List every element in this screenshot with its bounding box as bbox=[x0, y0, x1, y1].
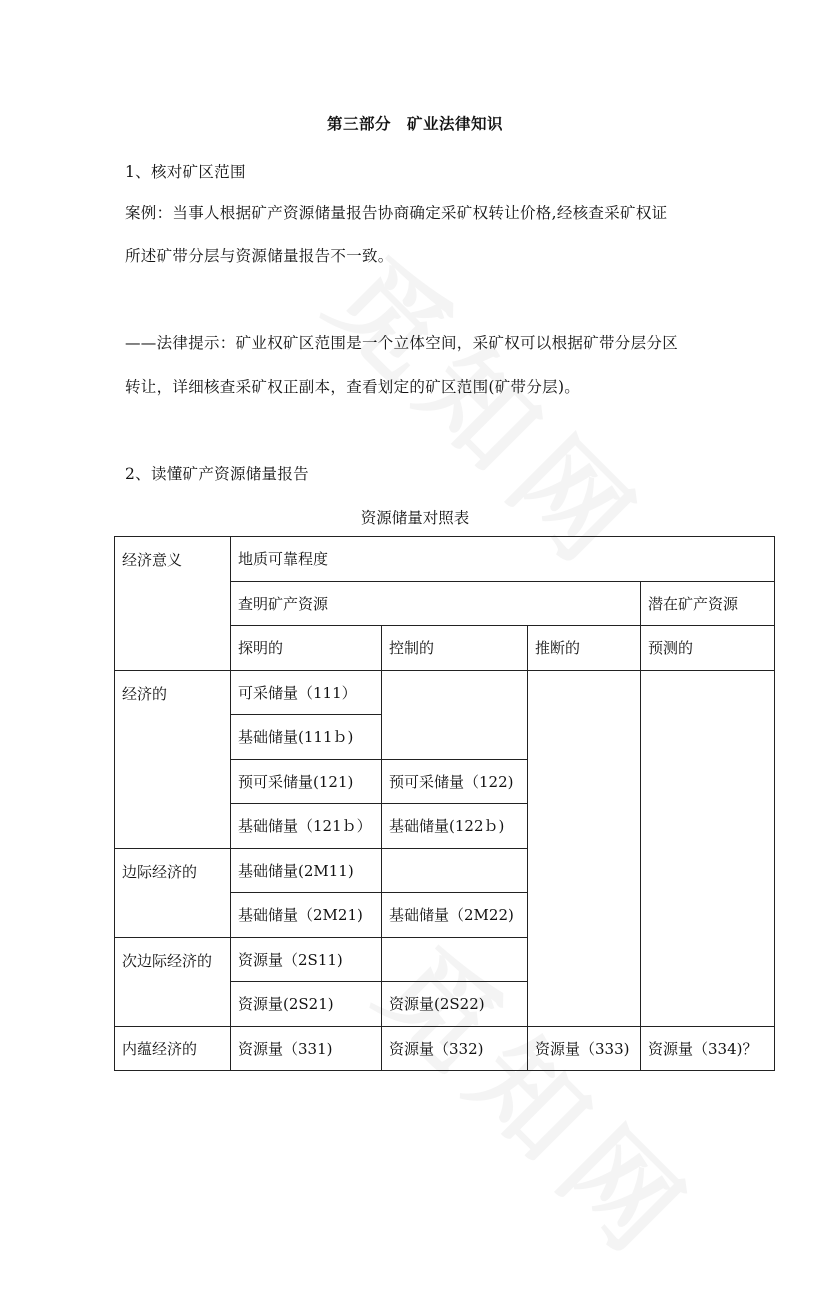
paragraph-line: 转让，详细核查采矿权正副本，查看划定的矿区范围(矿带分层)。 bbox=[125, 378, 581, 396]
table-cell: 资源量（334)？ bbox=[641, 1026, 775, 1071]
table-cell bbox=[382, 937, 528, 982]
table-cell: 资源量（332) bbox=[382, 1026, 528, 1071]
table-row bbox=[115, 537, 775, 582]
table-row bbox=[115, 670, 775, 715]
table-cell bbox=[641, 670, 775, 1026]
section-heading: 1、核对矿区范围 bbox=[125, 163, 246, 181]
page-title: 第三部分 矿业法律知识 bbox=[326, 114, 503, 133]
table-cell: 基础储量(122ｂ) bbox=[382, 804, 528, 849]
paragraph-line: 案例：当事人根据矿产资源储量报告协商确定采矿权转让价格,经核查采矿权证 bbox=[125, 204, 668, 222]
table-cell: 资源量(2S22) bbox=[382, 982, 528, 1027]
table-cell: 基础储量（2M21) bbox=[231, 893, 382, 938]
table-cell: 资源量（333) bbox=[528, 1026, 641, 1071]
table-cell bbox=[528, 670, 641, 1026]
table-cell: 边际经济的 bbox=[115, 848, 231, 937]
table-cell: 基础储量（121ｂ） bbox=[231, 804, 382, 849]
table-cell: 资源量（331) bbox=[231, 1026, 382, 1071]
table-cell bbox=[382, 848, 528, 893]
table-cell bbox=[382, 670, 528, 759]
reserves-table bbox=[114, 536, 775, 1071]
table-cell: 查明矿产资源 bbox=[231, 581, 641, 626]
paragraph-line: ——法律提示：矿业权矿区范围是一个立体空间，采矿权可以根据矿带分层分区 bbox=[125, 334, 679, 352]
table-cell: 经济意义 bbox=[115, 537, 231, 671]
table-cell: 地质可靠程度 bbox=[231, 537, 775, 582]
paragraph-line: 所述矿带分层与资源储量报告不一致。 bbox=[125, 247, 394, 265]
section-heading: 2、读懂矿产资源储量报告 bbox=[125, 465, 309, 483]
table-cell: 资源量(2S21) bbox=[231, 982, 382, 1027]
table-cell: 潜在矿产资源 bbox=[641, 581, 775, 626]
table-row bbox=[115, 1026, 775, 1071]
table-cell: 推断的 bbox=[528, 626, 641, 671]
table-cell: 可采储量（111） bbox=[231, 670, 382, 715]
table-cell: 控制的 bbox=[382, 626, 528, 671]
table-cell: 基础储量(111ｂ) bbox=[231, 715, 382, 760]
table-caption: 资源储量对照表 bbox=[360, 509, 470, 527]
table-cell: 预可采储量（122) bbox=[382, 759, 528, 804]
table-cell: 内蕴经济的 bbox=[115, 1026, 231, 1071]
table-cell: 经济的 bbox=[115, 670, 231, 848]
table-cell: 预测的 bbox=[641, 626, 775, 671]
table-cell: 基础储量（2M22) bbox=[382, 893, 528, 938]
table-cell: 次边际经济的 bbox=[115, 937, 231, 1026]
table-cell: 基础储量(2M11) bbox=[231, 848, 382, 893]
table-cell: 探明的 bbox=[231, 626, 382, 671]
table-cell: 资源量（2S11) bbox=[231, 937, 382, 982]
table-cell: 预可采储量(121) bbox=[231, 759, 382, 804]
